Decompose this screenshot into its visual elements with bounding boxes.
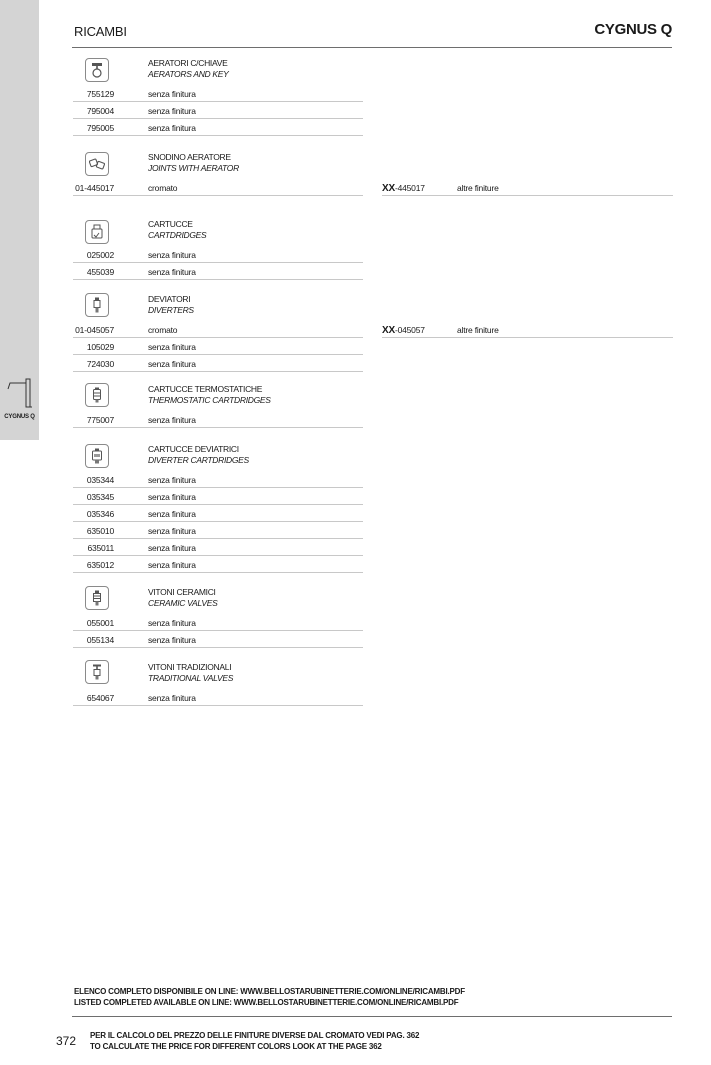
table-row: 455039 senza finitura: [73, 264, 363, 280]
aerator-joint-icon: [85, 152, 109, 176]
section-title: SNODINO AERATORE JOINTS WITH AERATOR: [148, 152, 239, 173]
online-list-note: ELENCO COMPLETO DISPONIBILE ON LINE: WWW.BELLOSTARUBINETTERIE.COM/ONLINE/RICAMBI.PDF LISTED COMPLETED AVAILABLE ON LINE: WWW.BELLOSTARUBINETTERIE.COM/ONLINE/RICAMBI.PDF: [74, 987, 465, 1007]
table-row: 01-045057 cromato: [73, 322, 363, 338]
footer-divider: [72, 1016, 672, 1017]
section-title: CARTUCCE CARTDRIDGES: [148, 219, 207, 240]
table-row: 055134 senza finitura: [73, 632, 363, 648]
header-divider: [72, 47, 672, 48]
section-title: VITONI CERAMICI CERAMIC VALVES: [148, 587, 218, 608]
page-section-title: RICAMBI: [74, 24, 127, 39]
cartridge-icon: [85, 220, 109, 244]
table-row-alt: XX-045057 altre finiture: [382, 322, 673, 338]
table-row: 795004 senza finitura: [73, 103, 363, 119]
table-row: 635012 senza finitura: [73, 557, 363, 573]
table-row: 055001 senza finitura: [73, 615, 363, 631]
table-row: 775007 senza finitura: [73, 412, 363, 428]
section-title: DEVIATORI DIVERTERS: [148, 294, 194, 315]
diverter-icon: [85, 293, 109, 317]
aerator-key-icon: [85, 58, 109, 82]
faucet-icon: [4, 377, 36, 409]
table-row: 025002 senza finitura: [73, 247, 363, 263]
table-row: 755129 senza finitura: [73, 86, 363, 102]
table-row: 724030 senza finitura: [73, 356, 363, 372]
sidebar-label: CYGNUS Q: [4, 414, 35, 420]
section-title: VITONI TRADIZIONALI TRADITIONAL VALVES: [148, 662, 234, 683]
table-row: 035344 senza finitura: [73, 472, 363, 488]
section-title: CARTUCCE TERMOSTATICHE THERMOSTATIC CARTDRIDGES: [148, 384, 271, 405]
section-title: AERATORI C/CHIAVE AERATORS AND KEY: [148, 58, 229, 79]
ceramic-valve-icon: [85, 586, 109, 610]
section-title: CARTUCCE DEVIATRICI DIVERTER CARTDRIDGES: [148, 444, 249, 465]
table-row: 635010 senza finitura: [73, 523, 363, 539]
table-row: 654067 senza finitura: [73, 690, 363, 706]
table-row-alt: XX-445017 altre finiture: [382, 180, 673, 196]
product-title: CYGNUS Q: [594, 21, 672, 38]
diverter-cartridge-icon: [85, 444, 109, 468]
page-number: 372: [56, 1034, 77, 1048]
table-row: 01-445017 cromato: [73, 180, 363, 196]
table-row: 035346 senza finitura: [73, 506, 363, 522]
table-row: 635011 senza finitura: [73, 540, 363, 556]
table-row: 105029 senza finitura: [73, 339, 363, 355]
sidebar-tab: [0, 0, 39, 440]
table-row: 035345 senza finitura: [73, 489, 363, 505]
thermostatic-cartridge-icon: [85, 383, 109, 407]
traditional-valve-icon: [85, 660, 109, 684]
table-row: 795005 senza finitura: [73, 120, 363, 136]
price-note: PER IL CALCOLO DEL PREZZO DELLE FINITURE DIVERSE DAL CROMATO VEDI PAG. 362 TO CALCULATE THE PRICE FOR DIFFERENT COLORS LOOK AT THE PAGE 362: [90, 1031, 420, 1051]
